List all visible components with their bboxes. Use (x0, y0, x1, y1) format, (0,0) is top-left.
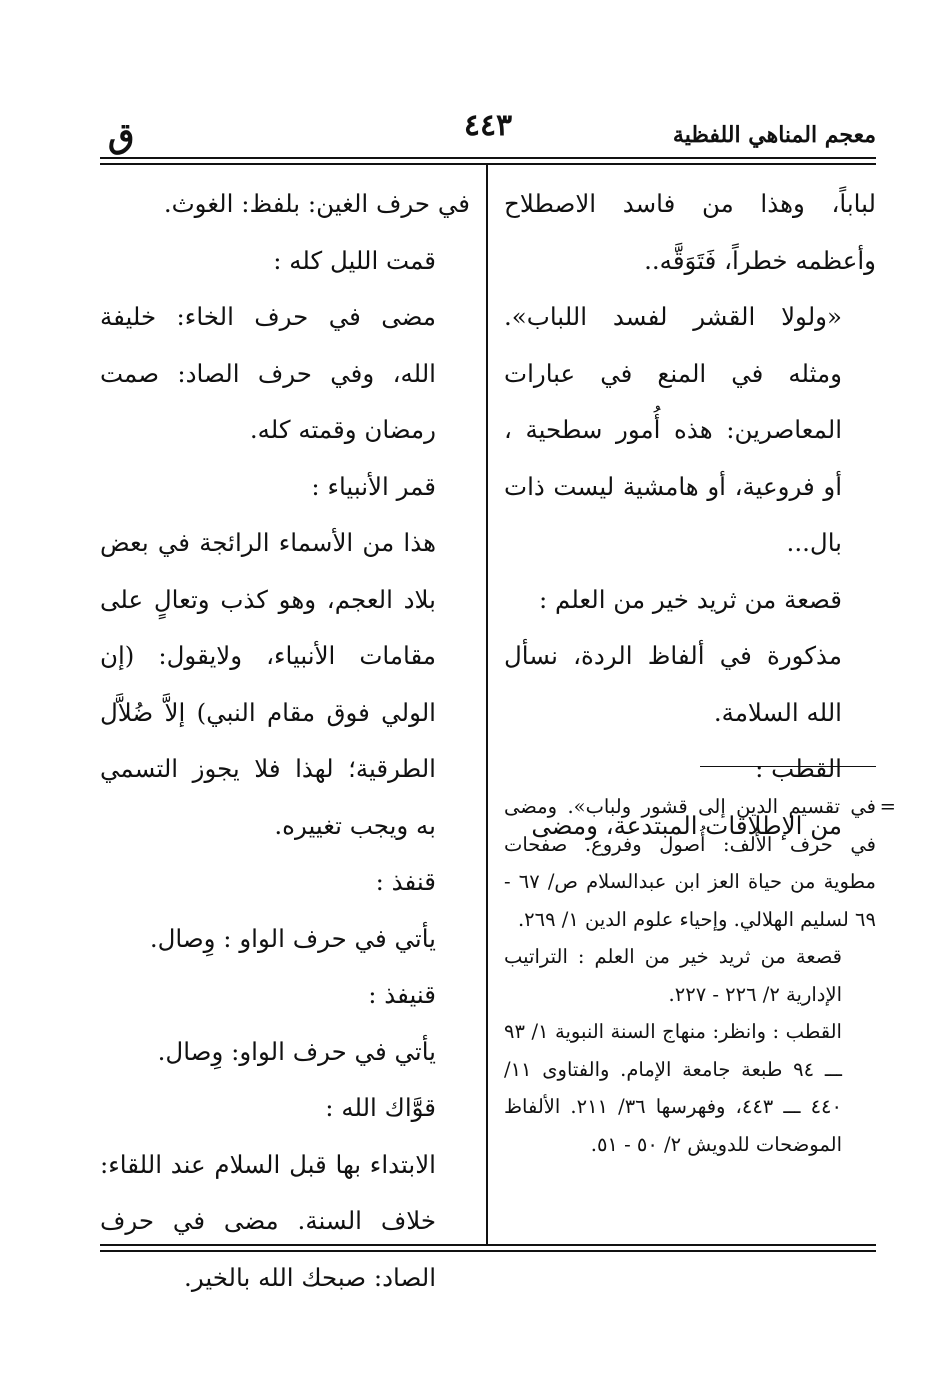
paragraph: «ولولا القشر لفسد اللباب». ومثله في المنع في عبارات المعاصرين: هذه أُمور سطحية ، أو فروعية، أو هامشية ليست ذات بال... (504, 302, 842, 557)
footer-rule (100, 1244, 876, 1246)
paragraph: مذكورة في ألفاظ الردة، نسأل الله السلامة. (504, 641, 842, 727)
book-title: معجم المناهي اللفظية (672, 122, 876, 148)
paragraph: لباباً، وهذا من فاسد الاصطلاح وأعظمه خطراً، فَتَوَقَّه.. (504, 189, 876, 275)
header-rule (100, 163, 876, 165)
paragraph: في حرف الغين: بلفظ: الغوث. (163, 189, 470, 218)
page-header (100, 108, 876, 156)
footnote (504, 788, 896, 938)
entry-heading: قمت الليل كله : (273, 245, 436, 275)
entry-heading: القطب : (755, 754, 842, 783)
entry-heading: قنفذ : (375, 867, 436, 896)
page-number: ٤٤٣ (463, 108, 513, 143)
footnote: قصعة من ثريد خير من العلم : التراتيب الإدارية ٢/ ٢٢٦ - ٢٢٧. (504, 945, 842, 1006)
paragraph: مضى في حرف الخاء: خليفة الله، وفي حرف الصاد: صمت رمضان وقمته كله. (100, 302, 436, 444)
footnote-rule (700, 766, 876, 767)
entry-heading: قنيفذ : (368, 980, 436, 1009)
entry-heading: قصعة من ثريد خير من العلم : (538, 584, 842, 614)
left-column (100, 176, 470, 1306)
paragraph: هذا من الأسماء الرائجة في بعض بلاد العجم، وهو كذب وتعالٍ على مقامات الأنبياء، ولايقول: (إن الولي فوق مقام النبي) إلاَّ ضُلاَّل الطرقية؛ لهذا فلا يجوز التسمي به ويجب تغييره. (100, 528, 436, 840)
footer-rule (100, 1250, 876, 1252)
footnote-text: في تقسيم الدين إلى قشور ولباب». ومضى في حرف الألف: أُصول وفروع. صفحات مطوية من حياة العز ابن عبدالسلام ص/ ٦٧ - ٦٩ لسليم الهلالي. وإحياء علوم الدين ١/ ٢٦٩. (504, 795, 876, 931)
footnote: القطب : وانظر: منهاج السنة النبوية ١/ ٩٣ ـــ ٩٤ طبعة جامعة الإمام. والفتاوى ١١/ ٤٤٠ ـــ ٤٤٣، وفهرسها ٣٦/ ٢١١. الألفاظ الموضحات للدويش ٢/ ٥٠ - ٥١. (504, 1020, 842, 1156)
right-column (504, 176, 876, 854)
continuation-mark: = (879, 795, 896, 818)
footnotes (504, 788, 896, 1163)
header-rule (100, 157, 876, 159)
column-divider (486, 163, 488, 1245)
paragraph: الابتداء بها قبل السلام عند اللقاء: خلاف السنة. مضى في حرف الصاد: صبحك الله بالخير. (100, 1149, 436, 1292)
paragraph: من الإطلاقات المبتدعة، ومضى (531, 810, 842, 840)
paragraph: يأتي في حرف الواو: وِصال. (157, 1036, 436, 1066)
paragraph: يأتي في حرف الواو : وِصال. (149, 923, 436, 953)
entry-heading: قمر الأنبياء : (311, 471, 436, 501)
entry-heading: قوَّاك الله : (325, 1093, 436, 1122)
section-letter: ق (108, 116, 135, 156)
